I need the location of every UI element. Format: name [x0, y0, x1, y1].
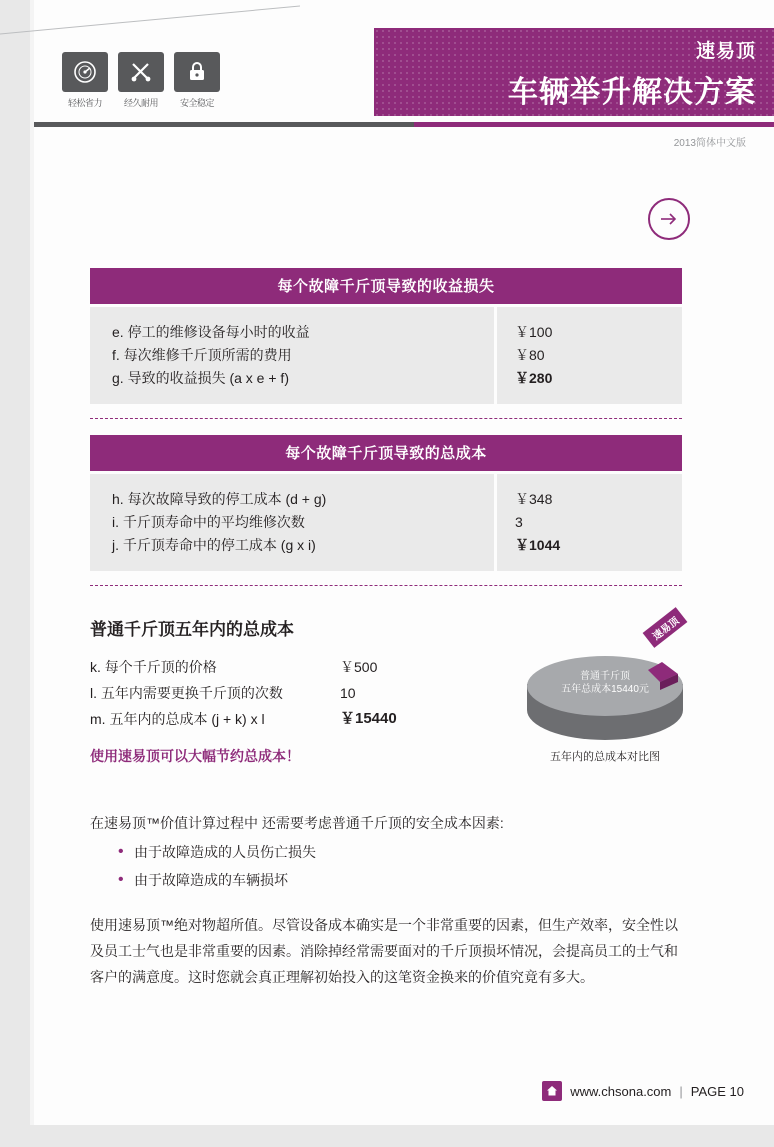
section-total-cost-labels — [90, 474, 494, 571]
gauge-icon — [62, 52, 108, 92]
title-banner — [374, 28, 774, 116]
left-margin-highlight — [30, 0, 34, 1147]
pie-slice-label-line2: 五年总成本15440元 — [561, 684, 649, 695]
cost-row — [90, 706, 510, 732]
feature-icon-lock — [174, 52, 220, 109]
pie-slice-label — [510, 670, 700, 696]
cost-row — [90, 654, 510, 680]
table-cell-value: ￥80 — [515, 347, 545, 363]
footer-website[interactable]: www.chsona.com — [570, 1083, 672, 1099]
section-total-cost — [90, 435, 682, 586]
header-divider — [34, 122, 774, 127]
section-revenue-loss-labels — [90, 307, 494, 404]
section-revenue-loss-values — [497, 307, 682, 404]
table-row: h. 每次故障导致的停工成本 (d + g) — [112, 491, 327, 507]
left-margin-strip — [0, 0, 30, 1147]
table-row: j. 千斤顶寿命中的停工成本 (g x i) — [112, 537, 316, 553]
list-item: • 由于故障造成的车辆损坏 — [118, 866, 678, 894]
pie-chart-caption: 五年内的总成本对比图 — [550, 751, 660, 763]
feature-icon-caption: 安全稳定 — [179, 98, 214, 108]
section-revenue-loss-body — [90, 307, 682, 404]
table-cell-value: ￥280 — [515, 370, 553, 386]
feature-icons — [62, 52, 220, 109]
section-divider-dashed — [90, 418, 682, 419]
lock-icon — [174, 52, 220, 92]
cost-row-label: l. 五年内需要更换千斤顶的次数 — [90, 685, 283, 701]
cost-row — [90, 680, 510, 706]
page-header — [0, 0, 774, 130]
cost-row-value: ￥15440 — [340, 710, 397, 727]
pie-highlight-tag: 速易顶 — [643, 607, 688, 648]
table-cell-value: 3 — [515, 514, 523, 530]
page-title: 车辆举升解决方案 — [508, 76, 756, 109]
bottom-margin-strip — [0, 1125, 774, 1147]
table-row: i. 千斤顶寿命中的平均维修次数 — [112, 514, 305, 530]
feature-icon-caption: 轻松省力 — [67, 98, 102, 108]
gauge-icon-glyph — [62, 52, 108, 92]
table-row: f. 每次维修千斤顶所需的费用 — [112, 347, 292, 363]
table-row: g. 导致的收益损失 (a x e + f) — [112, 370, 289, 386]
cost-row-value: ￥500 — [340, 659, 378, 675]
lock-icon-glyph — [174, 52, 220, 92]
tools-icon-glyph — [118, 52, 164, 92]
section-total-cost-body — [90, 474, 682, 571]
section-revenue-loss — [90, 268, 682, 419]
cost-row-label: k. 每个千斤顶的价格 — [90, 659, 217, 675]
pie-slice-label-line1: 普通千斤顶 — [580, 671, 630, 682]
bullet-list — [118, 838, 678, 894]
home-icon — [542, 1081, 562, 1101]
cost-row-label: m. 五年内的总成本 (j + k) x l — [90, 711, 265, 727]
section-divider-dashed — [90, 585, 682, 586]
table-cell-value: ￥100 — [515, 324, 553, 340]
table-cell-value: ￥1044 — [515, 537, 561, 553]
section-total-cost-title: 每个故障千斤顶导致的总成本 — [90, 435, 682, 471]
brand-name: 速易顶 — [695, 41, 756, 62]
feature-icon-tools — [118, 52, 164, 109]
feature-icon-caption: 经久耐用 — [123, 98, 158, 108]
table-row: e. 停工的维修设备每小时的收益 — [112, 324, 310, 340]
five-year-cost-title: 普通千斤顶五年内的总成本 — [90, 620, 294, 639]
header-divider-grey — [34, 122, 414, 127]
edition-label: 2013简体中文版 — [673, 138, 746, 149]
footer-page-number: PAGE 10 — [690, 1083, 744, 1099]
intro-paragraph: 在速易顶™价值计算过程中 还需要考虑普通千斤顶的安全成本因素: — [90, 815, 504, 831]
tools-icon — [118, 52, 164, 92]
five-year-cost-block — [90, 615, 510, 766]
table-cell-value: ￥348 — [515, 491, 553, 507]
section-total-cost-values — [497, 474, 682, 571]
footer-separator: | — [679, 1083, 683, 1099]
arrow-right-icon — [648, 198, 690, 240]
list-item: • 由于故障造成的人员伤亡损失 — [118, 838, 678, 866]
cost-row-value: 10 — [340, 685, 356, 701]
header-divider-purple — [414, 122, 774, 127]
feature-icon-gauge — [62, 52, 108, 109]
closing-paragraph: 使用速易顶™绝对物超所值。尽管设备成本确实是一个非常重要的因素，但生产效率，安全性以及员工士气也是非常重要的因素。消除掉经常需要面对的千斤顶损坏情况，会提高员工的士气和客户的满意度。这时您就会真正理解初始投入的这笔资金换来的价值究竟有多大。 — [90, 917, 678, 985]
page-footer — [542, 1081, 744, 1101]
section-revenue-loss-title: 每个故障千斤顶导致的收益损失 — [90, 268, 682, 304]
savings-note: 使用速易顶可以大幅节约总成本！ — [90, 748, 300, 764]
